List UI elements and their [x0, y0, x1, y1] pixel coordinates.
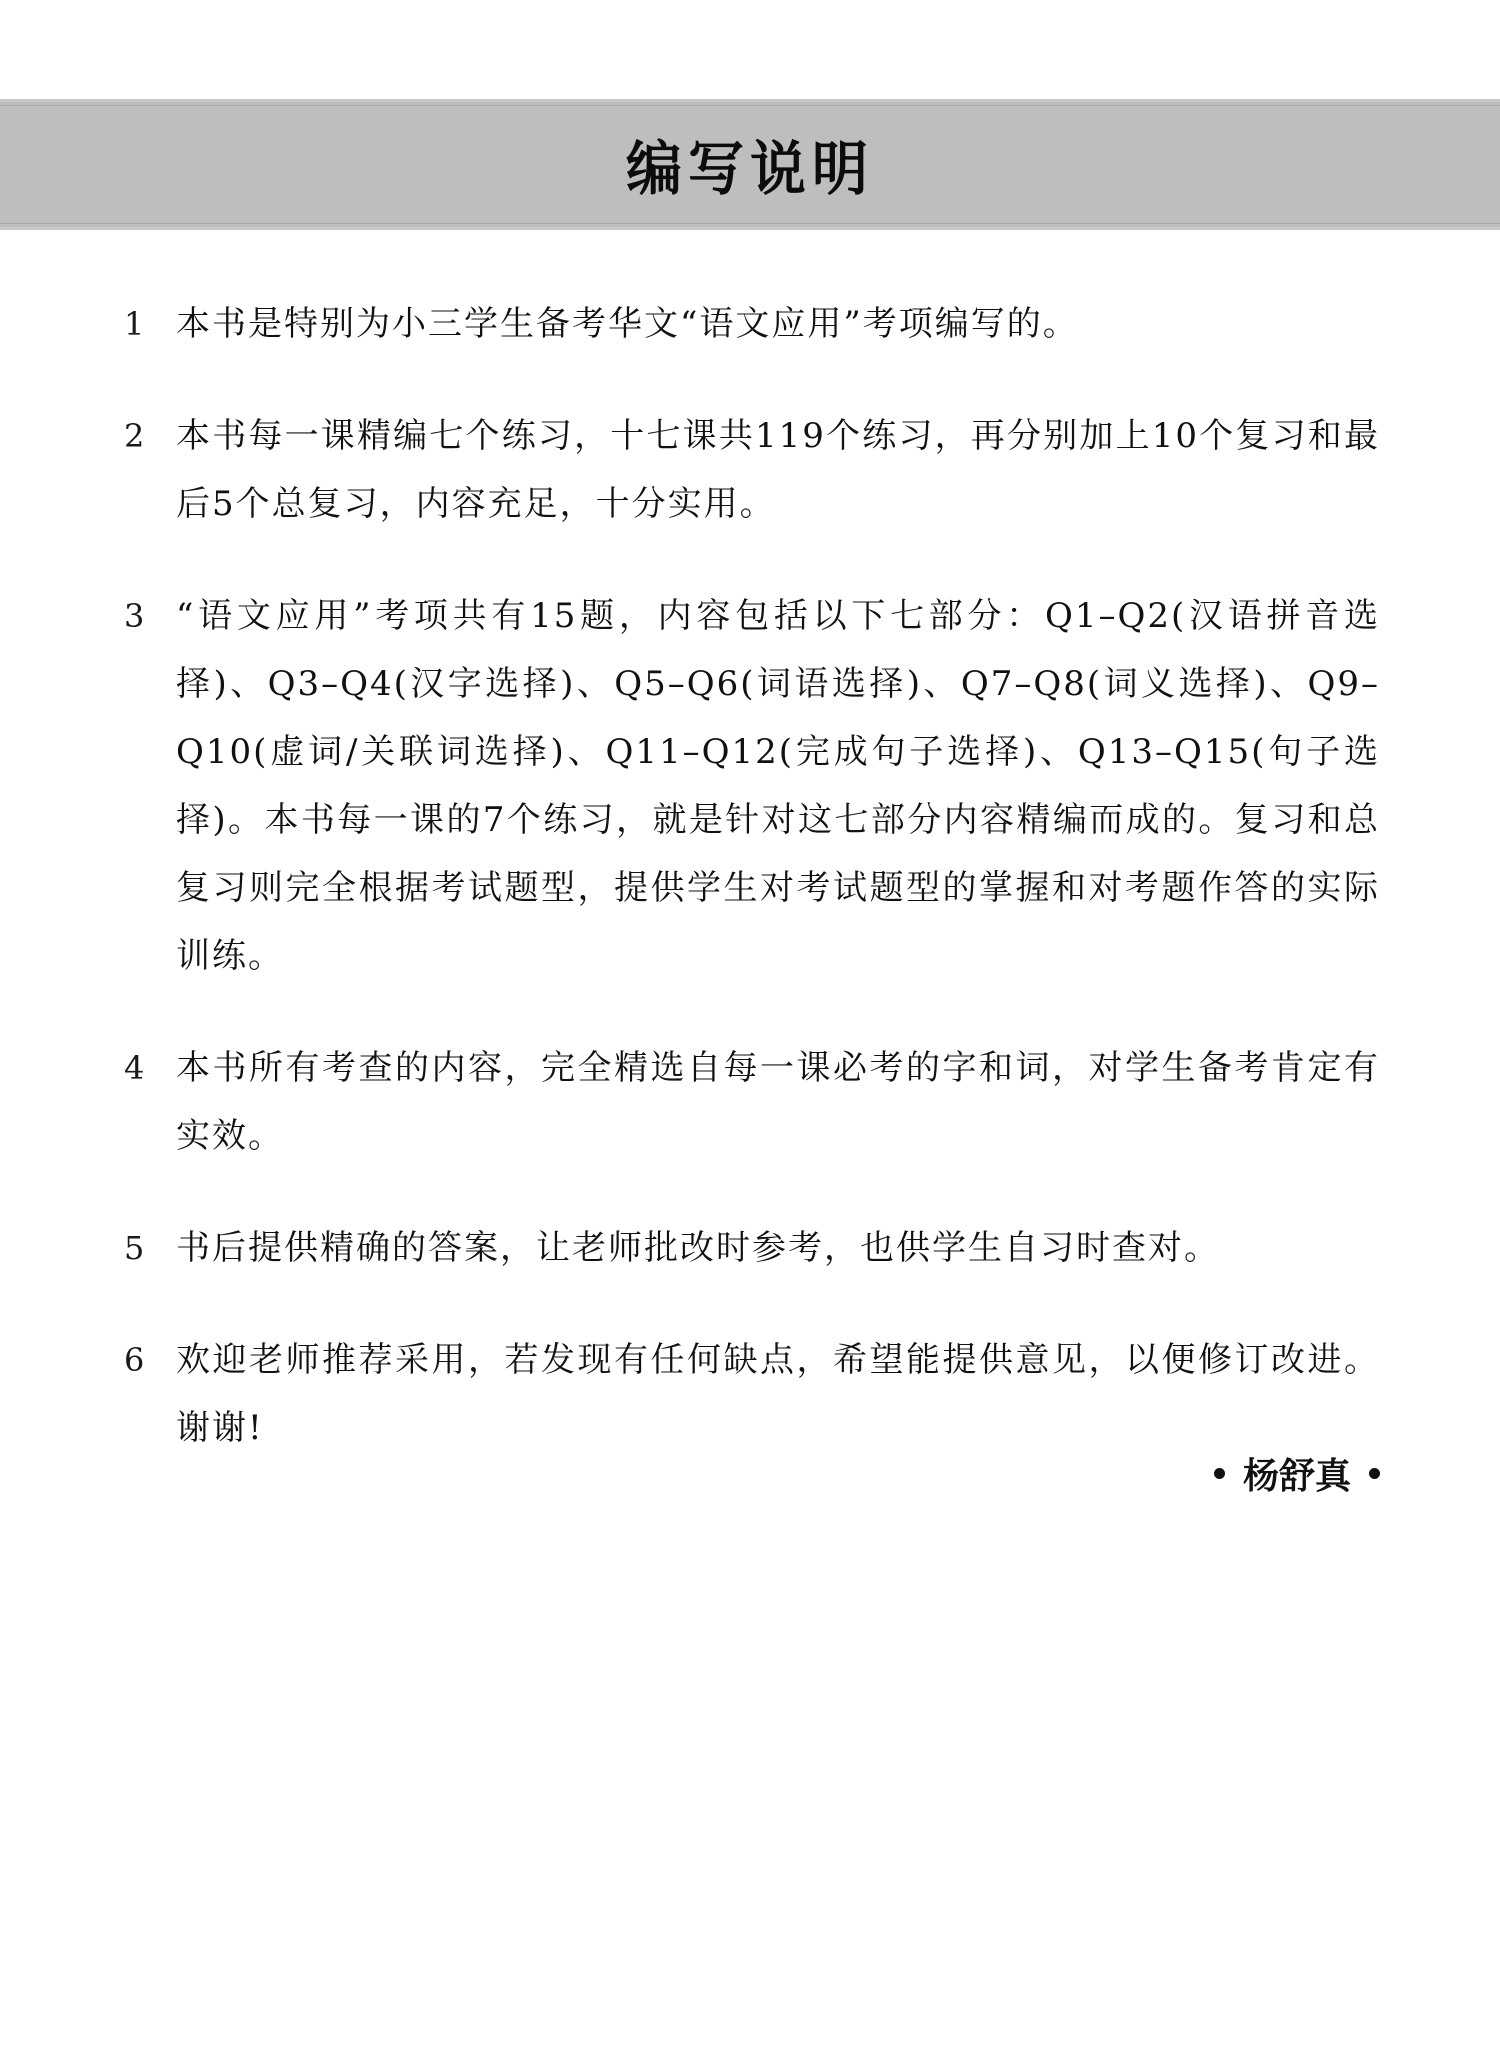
- author-signature: [1214, 1448, 1380, 1499]
- note-number: 2: [124, 417, 145, 455]
- note-text: 本书每一课精编七个练习，十七课共119个练习，再分别加上10个复习和最后5个总复习，内容充足，十分实用。: [176, 416, 1380, 524]
- author-name: 杨舒真: [1242, 1456, 1351, 1497]
- note-number: 5: [124, 1229, 145, 1267]
- note-number: 6: [124, 1341, 145, 1379]
- note-text: 欢迎老师推荐采用，若发现有任何缺点，希望能提供意见，以便修订改进。谢谢!: [176, 1340, 1380, 1448]
- note-item: [0, 402, 1500, 538]
- note-number: 4: [124, 1049, 145, 1087]
- bullet-dot-icon: [1369, 1468, 1380, 1479]
- note-item: [0, 1034, 1500, 1170]
- note-text: 书后提供精确的答案，让老师批改时参考，也供学生自习时查对。: [176, 1228, 1220, 1268]
- header-band: [0, 99, 1500, 230]
- note-item: [0, 1214, 1500, 1282]
- note-item: [0, 290, 1500, 358]
- note-number: 3: [124, 597, 145, 635]
- note-item: [0, 1326, 1500, 1462]
- page-title: 编写说明: [626, 135, 874, 204]
- note-text: 本书是特别为小三学生备考华文“语文应用”考项编写的。: [176, 304, 1079, 344]
- note-text: 本书所有考查的内容，完全精选自每一课必考的字和词，对学生备考肯定有实效。: [176, 1048, 1380, 1156]
- note-item: [0, 582, 1500, 990]
- notes-list: [0, 290, 1500, 1506]
- bullet-dot-icon: [1214, 1468, 1225, 1479]
- note-text: “语文应用”考项共有15题，内容包括以下七部分：Q1–Q2(汉语拼音选择)、Q3–Q4(汉字选择)、Q5–Q6(词语选择)、Q7–Q8(词义选择)、Q9–Q10(虚词/关联词选择)、Q11–Q12(完成句子选择)、Q13–Q15(句子选择)。本书每一课的7个练习，就是针对这七部分内容精编而成的。复习和总复习则完全根据考试题型，提供学生对考试题型的掌握和对考题作答的实际训练。: [176, 596, 1380, 976]
- note-number: 1: [124, 305, 145, 343]
